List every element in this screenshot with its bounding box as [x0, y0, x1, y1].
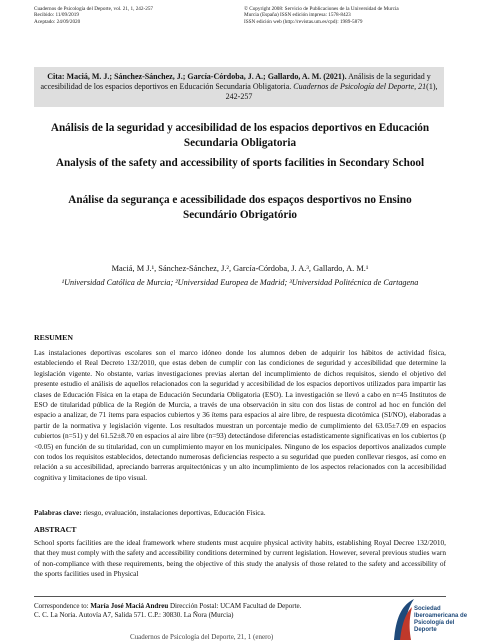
journal-header-right [244, 6, 454, 25]
citation-journal: Cuadernos de Psicología del Deporte, 21 [293, 82, 427, 92]
received-date: Recibido: 11/09/2019 [34, 12, 79, 19]
journal-volume: Cuadernos de Psicología del Deporte, vol. 21, 1, 242-257 [34, 6, 154, 12]
citation-authors: Cita: Maciá, M. J.; Sánchez-Sánchez, J.; García-Córdoba, J. A.; Gallardo, A. M. (2021). [47, 72, 347, 81]
logo-line-2: Iberoamericana de [414, 613, 468, 619]
correspondence-label: Correspondence to: [34, 602, 91, 610]
citation-box [34, 67, 444, 107]
logo-line-3: Psicología del [414, 620, 455, 626]
title-spanish: Análisis de la seguridad y accesibilidad de los espacios deportivos en Educación Secundaria Obligatoria [50, 122, 430, 149]
issn-web: ISSN edición web (http://revistas.um.es/cpd): 1989-5879 [244, 18, 363, 25]
title-portuguese: Análise da segurança e acessibilidade dos espaços desportivos no Ensino Secundário Obrigatório [68, 194, 412, 221]
resumen-heading: RESUMEN [34, 333, 73, 342]
author-list: Maciá, M J.¹, Sánchez-Sánchez, J.², García-Córdoba, J. A.³, Gallardo, A. M.¹ [111, 264, 369, 273]
keywords [34, 508, 446, 518]
page-footer: Cuadernos de Psicología del Deporte, 21, 1 (enero) [130, 633, 274, 641]
abstract-heading: ABSTRACT [34, 525, 77, 534]
issn-print: Murcia (España) ISSN edición impresa: 1578-8423 [244, 12, 351, 19]
sipd-logo-text [414, 606, 467, 634]
keywords-label: Palabras clave: [34, 508, 82, 517]
correspondence-name: María José Maciá Andreu [90, 602, 169, 610]
logo-line-4: Deporte [414, 627, 437, 633]
journal-header-left [34, 6, 234, 25]
title-english: Analysis of the safety and accessibility of sports facilities in Secondary School [55, 157, 425, 169]
logo-line-1: Sociedad [414, 606, 441, 612]
citation-issue: (1), 242-257 [225, 82, 438, 102]
abstract-body: School sports facilities are the ideal framework where students must acquire physical activity habits, establishing Royal Decree 132/2010, that they must comply with the safety and accessibility conditions determined by current legislation. However, several previous studies warn of non-compliance with these requirements, being the objective of this study the analysis of those related to the safety and accessibility of the sports facilities used in Physical [34, 538, 446, 579]
accepted-date: Aceptado: 24/09/2020 [34, 18, 81, 25]
keywords-text: riesgo, evaluación, instalaciones deportivas, Educación Física. [81, 508, 266, 517]
copyright-line: © Copyright 2008: Servicio de Publicaciones de la Universidad de Murcia [244, 6, 399, 12]
affiliations: ¹Universidad Católica de Murcia; ²Universidad Europea de Madrid; ³Universidad Politécnica de Cartagena [61, 278, 419, 287]
resumen-body: Las instalaciones deportivas escolares son el marco idóneo donde los alumnos deben de adquirir los hábitos de actividad física, estableciendo el Real Decreto 132/2010, que estas deben de cumplir con las condiciones de seguridad y accesibilidad que determine la legislación vigente. No obstante, varias investigaciones previas alertan del incumplimiento de dichos requisitos, siendo el objetivo del presente estudio el análisis de aquellos relacionados con la seguridad y accesibilidad de los espacios deportivos utilizados para impartir las clases de Educación Física en la etapa de Educación Secundaria Obligatoria (ESO). La investigación se llevó a cabo en n=45 Institutos de ESO de titularidad pública de la Región de Murcia, a través de una observación in situ con dos listas de control ad hoc en función del espacio a analizar, de 71 ítems para espacios cubiertos y 36 ítems para espacios al aire libre, de respuesta dicotómica (SI/NO), elaboradas a partir de la normativa y legislación vigente. Los resultados muestran un porcentaje medio de cumplimiento del 63.05±7.09 en espacios cubiertos (n=51) y del 61.52±8.70 en espacios al aire libre (n=93) detectándose diferencias estadísticamente significativas en los cubiertos (p <0.05) en función de su titularidad, con un cumplimiento mayor en los municipales. Ninguno de los espacios deportivos analizados cumple con todos los requisitos establecidos, detectando numerosas deficiencias respecto a su seguridad que pueden conllevar riesgos, así como en relación a su accesibilidad, apreciando barreras arquitectónicas y un alto incumplimiento de los aspectos relacionados con la accesibilidad cognitiva y limitaciones de tipo visual. [34, 348, 446, 482]
citation-title: Análisis de la seguridad y accesibilidad de los espacios deportivos en Educación Secundaria Obligatoria. [40, 72, 431, 92]
footer-divider [34, 596, 446, 597]
correspondence [34, 602, 304, 621]
correspondence-address: Dirección Postal: UCAM Facultad de Deporte. C. C. La Noria. Autovía A7, Salida 571. C.P.: 30830. La Ñora (Murcia) [34, 602, 302, 620]
